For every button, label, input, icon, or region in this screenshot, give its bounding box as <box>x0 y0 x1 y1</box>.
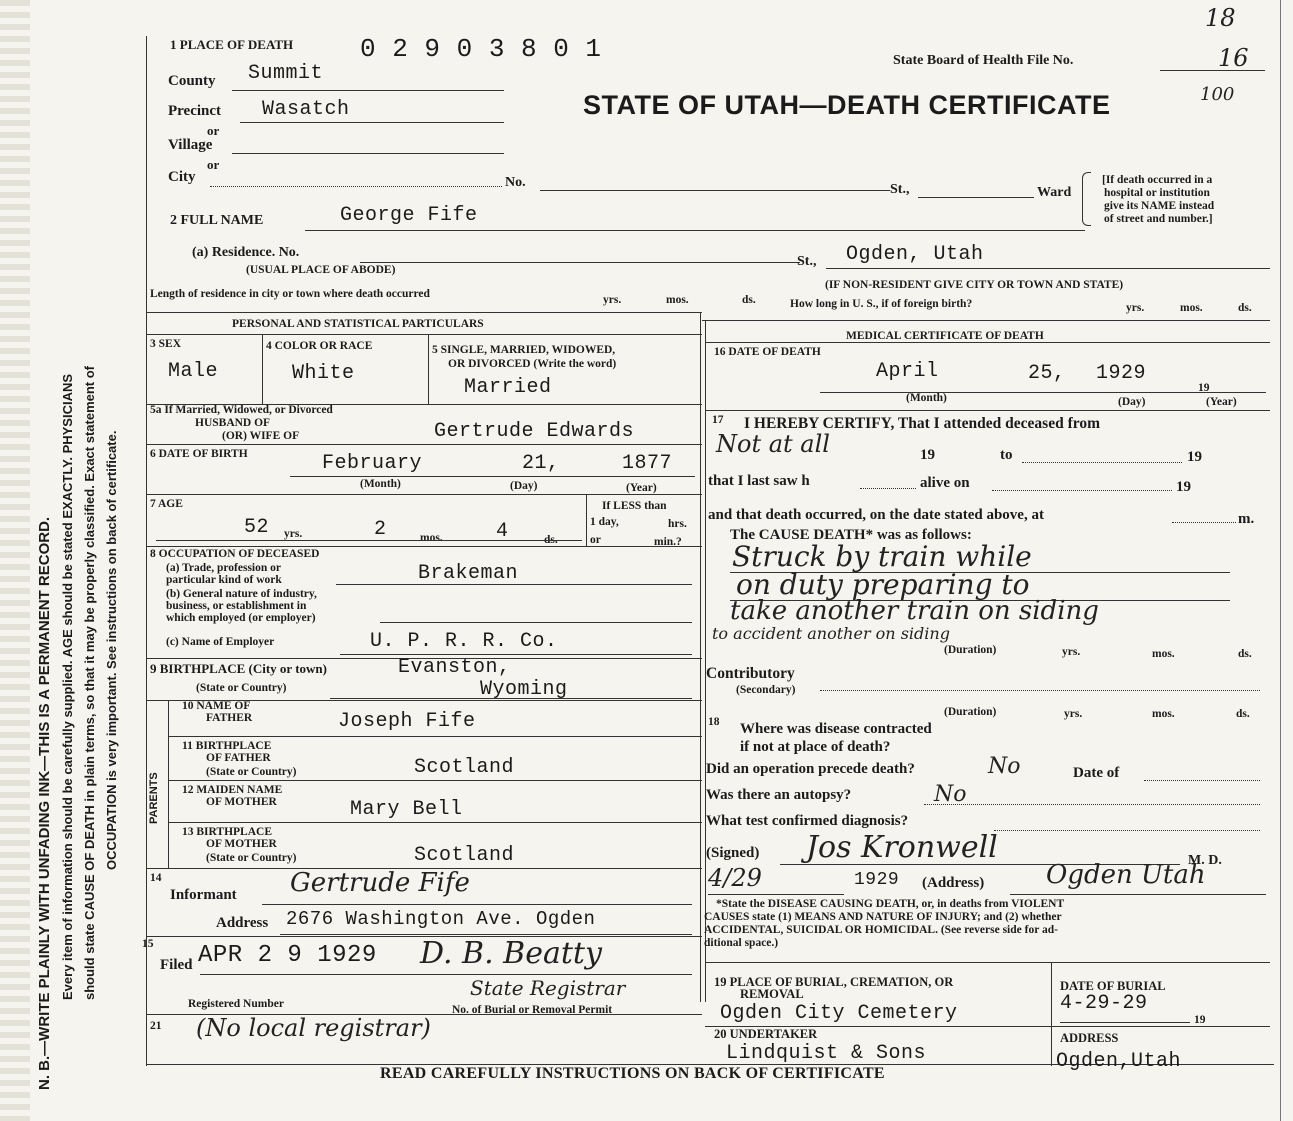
age-line <box>156 540 582 541</box>
hospital-bracket <box>1082 172 1091 226</box>
dob-month-label: (Month) <box>360 478 401 490</box>
less-hrs: hrs. <box>668 518 687 530</box>
informant-value: Gertrude Fife <box>290 868 470 898</box>
father-label-2: FATHER <box>206 712 253 724</box>
informant-line <box>262 904 692 905</box>
or-label-2: or <box>207 157 220 172</box>
age-yrs: 52 <box>244 516 270 539</box>
length-ds: ds. <box>742 294 756 306</box>
file-line <box>1160 70 1265 71</box>
dob-month: February <box>322 452 423 475</box>
no-local-registrar: (No local registrar) <box>196 1014 431 1042</box>
row-line-4 <box>146 546 702 547</box>
row-line-2 <box>146 444 702 445</box>
burial-date-line <box>1060 1022 1190 1023</box>
burial-divider <box>1051 962 1052 1066</box>
undertaker-address: Ogden,Utah <box>1056 1050 1182 1073</box>
hospital-note-4: of street and number.] <box>1104 213 1213 225</box>
dod-line <box>820 392 1266 393</box>
sign-year: 1929 <box>854 870 900 890</box>
dod-19: 19 <box>1198 382 1210 394</box>
color-value: White <box>292 362 355 385</box>
section-top-left <box>146 312 702 313</box>
father-bp-label-2: OF FATHER <box>206 752 271 764</box>
registered-number-label: Registered Number <box>188 998 284 1010</box>
mother-label-1: 12 MAIDEN NAME <box>182 784 283 796</box>
burial-date-value: 4-29-29 <box>1060 992 1148 1015</box>
father-row-line <box>168 736 702 737</box>
note-line-2: CAUSES state (1) MEANS AND NATURE OF INJURY; and (2) whether <box>704 911 1062 923</box>
contrib-mos: mos. <box>1152 708 1175 720</box>
no-label: No. <box>505 175 526 190</box>
margin-line-4: OCCUPATION is very important. See instructions on back of certificate. <box>104 430 119 870</box>
age-ds-label: ds. <box>544 534 558 546</box>
contributory-label: Contributory <box>706 665 795 682</box>
employer-line <box>340 654 692 655</box>
cause-ds: ds. <box>1238 648 1252 660</box>
cause-yrs: yrs. <box>1062 646 1081 658</box>
medical-title-line <box>705 342 1270 343</box>
residence-city-line <box>826 268 1270 269</box>
no-line <box>540 190 890 191</box>
test-label: What test confirmed diagnosis? <box>706 813 909 829</box>
cause-mos: mos. <box>1152 648 1175 660</box>
sign-address-line <box>1010 894 1266 895</box>
certify-19-a: 19 <box>920 447 935 463</box>
length-yrs: yrs. <box>603 294 622 306</box>
undertaker-value: Lindquist & Sons <box>726 1042 927 1065</box>
dob-day: 21, <box>522 452 560 475</box>
dod-year-label: (Year) <box>1206 396 1237 408</box>
city-line <box>210 186 502 187</box>
nonresident-label: (IF NON-RESIDENT GIVE CITY OR TOWN AND STATE) <box>825 279 1124 291</box>
burial-date-19: 19 <box>1194 1014 1206 1026</box>
precinct-line <box>240 122 504 123</box>
m-label: m. <box>1238 511 1255 527</box>
father-value: Joseph Fife <box>338 710 476 733</box>
cause-duration-label: (Duration) <box>944 644 997 656</box>
registrar-signature: D. B. Beatty <box>420 936 602 971</box>
note-line-1: *State the DISEASE CAUSING DEATH, or, in deaths from VIOLENT <box>716 898 1065 910</box>
village-label: Village <box>168 137 213 153</box>
county-value: Summit <box>248 62 324 85</box>
frame-left <box>146 36 147 1066</box>
file-number-upper: 18 <box>1205 4 1236 32</box>
occupation-a2: particular kind of work <box>166 574 282 586</box>
date-of-label: Date of <box>1073 765 1120 781</box>
number-stamp: 0 2 9 0 3 8 0 1 <box>360 34 602 64</box>
employer-label: (c) Name of Employer <box>166 636 275 648</box>
row-line-3 <box>146 494 702 495</box>
autopsy-value: No <box>934 782 967 807</box>
dob-year: 1877 <box>622 452 673 475</box>
parents-label: PARENTS <box>148 772 160 824</box>
occupation-line <box>336 584 692 585</box>
father-bp-row-line <box>168 780 702 781</box>
certify-number: 17 <box>712 414 724 426</box>
dod-year: 1929 <box>1096 362 1147 385</box>
medical-row-line-1 <box>705 410 1270 411</box>
operation-value: No <box>988 754 1021 779</box>
death-occurred: and that death occurred, on the date stated above, at <box>708 507 1044 523</box>
q18-number: 18 <box>708 716 720 728</box>
filed-number: 15 <box>142 938 154 950</box>
address-line <box>280 934 692 935</box>
hospital-note-3: give its NAME instead <box>1104 200 1215 212</box>
burial-place-value: Ogden City Cemetery <box>720 1002 958 1025</box>
sex-value: Male <box>168 360 219 383</box>
occupation-b3: which employed (or employer) <box>166 612 316 624</box>
mother-bp-label-3: (State or Country) <box>206 852 297 864</box>
occupation-a1: (a) Trade, profession or <box>166 562 281 574</box>
hospital-note-1: [If death occurred in a <box>1102 174 1213 186</box>
date-of-line <box>1144 780 1260 781</box>
dod-label: 16 DATE OF DEATH <box>714 346 821 358</box>
dob-day-label: (Day) <box>510 480 538 492</box>
dob-label: 6 DATE OF BIRTH <box>150 448 248 460</box>
cause-line-4: to accident another on siding <box>712 624 950 643</box>
margin-line-1: N. B.—WRITE PLAINLY WITH UNFADING INK—THIS IS A PERMANENT RECORD. <box>36 516 53 1090</box>
burial-place-label-2: REMOVAL <box>740 987 804 1001</box>
less-label-2: 1 day, <box>590 516 619 528</box>
age-ds: 4 <box>496 520 509 543</box>
city-label: City <box>168 169 196 185</box>
certify-to-line <box>1022 462 1182 463</box>
marital-value: Married <box>464 376 552 399</box>
right-edge <box>1280 0 1281 1121</box>
residence-st-label: St., <box>797 254 817 269</box>
length-mos: mos. <box>666 294 689 306</box>
note-line-4: ditional space.) <box>704 937 779 949</box>
less-label-3: or <box>590 534 601 546</box>
cause-label: The CAUSE DEATH* was as follows: <box>730 527 972 543</box>
county-label: County <box>168 73 216 89</box>
father-label-1: 10 NAME OF <box>182 700 251 712</box>
marital-label-1: 5 SINGLE, MARRIED, WIDOWED, <box>432 344 616 356</box>
registrar-label: State Registrar <box>470 976 626 1000</box>
marital-label-2: OR DIVORCED (Write the word) <box>448 358 617 370</box>
st-label: St., <box>890 182 910 197</box>
residence-label: (a) Residence. No. <box>192 245 300 260</box>
address-label: Address <box>216 915 269 931</box>
full-name-value: George Fife <box>340 204 478 227</box>
to-label: to <box>1000 447 1013 463</box>
binding-margin <box>0 0 30 1121</box>
informant-number: 14 <box>150 872 162 884</box>
autopsy-label: Was there an autopsy? <box>706 787 852 803</box>
section-top-right <box>702 320 1270 321</box>
father-bp-label-3: (State or Country) <box>206 766 297 778</box>
sex-label: 3 SEX <box>150 338 181 350</box>
us-mos: mos. <box>1180 302 1203 314</box>
age-yrs-label: yrs. <box>284 528 303 540</box>
alive-on: alive on <box>920 475 970 491</box>
residence-line <box>360 262 800 263</box>
mother-bp-label-2: OF MOTHER <box>206 838 277 850</box>
signed-label: (Signed) <box>706 845 760 861</box>
secondary-label: (Secondary) <box>736 684 796 696</box>
father-bp-label-1: 11 BIRTHPLACE <box>182 740 272 752</box>
autopsy-line <box>924 804 1260 805</box>
spouse-value: Gertrude Edwards <box>434 420 635 443</box>
mother-bp-value: Scotland <box>414 844 515 867</box>
file-note: 100 <box>1200 84 1235 105</box>
birthplace-label: 9 BIRTHPLACE (City or town) <box>150 661 327 676</box>
center-divider <box>700 312 701 1002</box>
contrib-duration-label: (Duration) <box>944 706 997 718</box>
county-line <box>232 90 504 91</box>
filed-line <box>200 974 692 975</box>
st-line <box>918 197 1034 198</box>
dod-day-label: (Day) <box>1118 396 1146 408</box>
hospital-note-2: hospital or institution <box>1104 187 1210 199</box>
not-at-all: Not at all <box>716 430 830 458</box>
contrib-yrs: yrs. <box>1064 708 1083 720</box>
filed-label: Filed <box>160 957 193 973</box>
occupation-b1: (b) General nature of industry, <box>166 588 317 600</box>
parents-divider <box>168 700 169 868</box>
precinct-label: Precinct <box>168 103 222 119</box>
cause-line-1: Struck by train while <box>732 540 1032 573</box>
last-saw: that I last saw h <box>708 473 810 489</box>
ward-label: Ward <box>1037 185 1072 200</box>
death-time-line <box>1172 522 1236 523</box>
employer-value: U. P. R. R. Co. <box>370 630 558 653</box>
birth-state-label: (State or Country) <box>196 682 287 694</box>
undertaker-label: 20 UNDERTAKER <box>714 1027 818 1041</box>
color-label: 4 COLOR OR RACE <box>266 340 373 352</box>
margin-line-3: should state CAUSE OF DEATH in plain terms, so that it may be properly classified. Exact statement of <box>82 365 97 1000</box>
occupation-label: 8 OCCUPATION OF DECEASED <box>150 548 320 560</box>
mother-label-2: OF MOTHER <box>206 796 277 808</box>
us-label: How long in U. S., if of foreign birth? <box>790 298 973 310</box>
sex-divider <box>262 334 263 404</box>
filed-date: APR 2 9 1929 <box>198 942 377 969</box>
abode-label: (USUAL PLACE OF ABODE) <box>246 264 396 276</box>
residence-value: Ogden, Utah <box>846 243 984 266</box>
length-label: Length of residence in city or town where death occurred <box>150 288 430 300</box>
test-line <box>994 830 1260 831</box>
age-divider <box>586 494 587 546</box>
dod-month-label: (Month) <box>906 392 947 404</box>
less-min: min.? <box>654 536 682 548</box>
note-line-3: ACCIDENTAL, SUICIDAL OR HOMICIDAL. (See reverse side for ad- <box>704 924 1058 936</box>
md-label: M. D. <box>1188 853 1222 868</box>
or-label-1: or <box>207 123 220 138</box>
burial-place-label-1: 19 PLACE OF BURIAL, CREMATION, OR <box>714 975 954 989</box>
sign-date-line <box>708 894 844 895</box>
margin-line-2: Every item of information should be carefully supplied. AGE should be stated EXACTLY. PHYSICIANS <box>60 373 75 1000</box>
burial-date-label: DATE OF BURIAL <box>1060 979 1166 993</box>
burial-top-line <box>705 962 1270 963</box>
full-name-label: 2 FULL NAME <box>170 213 264 228</box>
mother-bp-label-1: 13 BIRTHPLACE <box>182 826 273 838</box>
birth-state-line <box>330 698 692 699</box>
file-label: State Board of Health File No. <box>893 53 1074 68</box>
precinct-value: Wasatch <box>262 98 350 121</box>
physician-signature: Jos Kronwell <box>806 830 998 865</box>
last-saw-line <box>860 488 916 489</box>
footer-instructions: READ CAREFULLY INSTRUCTIONS ON BACK OF CERTIFICATE <box>380 1065 885 1082</box>
operation-label: Did an operation precede death? <box>706 761 915 777</box>
center-divider-2 <box>705 320 706 1002</box>
certificate-title: STATE OF UTAH—DEATH CERTIFICATE <box>583 90 1111 120</box>
cause-line-2: on duty preparing to <box>736 568 1030 601</box>
less-label-1: If LESS than <box>602 500 667 512</box>
sign-address: Ogden Utah <box>1046 860 1206 890</box>
alive-19: 19 <box>1176 479 1191 495</box>
personal-title-line <box>146 334 702 335</box>
sign-address-label: (Address) <box>922 875 985 891</box>
color-divider <box>428 334 429 404</box>
dob-line <box>290 476 695 477</box>
industry-line <box>380 622 692 623</box>
mother-value: Mary Bell <box>350 798 463 821</box>
village-line <box>232 153 504 154</box>
birth-city: Evanston, <box>398 656 511 679</box>
place-of-death-label: 1 PLACE OF DEATH <box>170 37 294 52</box>
age-mos-label: mos. <box>420 532 443 544</box>
file-number: 16 <box>1218 44 1249 72</box>
address-value: 2676 Washington Ave. Ogden <box>286 908 596 930</box>
contributory-line <box>820 690 1260 691</box>
father-bp-value: Scotland <box>414 756 515 779</box>
personal-section-title: PERSONAL AND STATISTICAL PARTICULARS <box>232 318 484 330</box>
undertaker-address-label: ADDRESS <box>1060 1031 1119 1045</box>
q18-line-2: if not at place of death? <box>740 739 891 755</box>
cause-line-3: take another train on siding <box>730 596 1099 626</box>
dob-year-label: (Year) <box>626 482 657 494</box>
medical-section-title: MEDICAL CERTIFICATE OF DEATH <box>846 330 1044 342</box>
burial-permit-label: No. of Burial or Removal Permit <box>452 1004 613 1016</box>
us-ds: ds. <box>1238 302 1252 314</box>
contrib-ds: ds. <box>1236 708 1250 720</box>
birth-state: Wyoming <box>480 678 568 701</box>
spouse-label-3: (OR) WIFE OF <box>222 430 300 442</box>
us-yrs: yrs. <box>1126 302 1145 314</box>
certify-text: I HEREBY CERTIFY, That I attended deceased from <box>744 415 1100 432</box>
q18-line-1: Where was disease contracted <box>740 721 932 737</box>
certify-19-b: 19 <box>1187 449 1202 465</box>
mother-row-line <box>168 822 702 823</box>
spouse-label-1: 5a If Married, Widowed, or Divorced <box>150 404 333 416</box>
full-name-line <box>305 230 1085 231</box>
occupation-b2: business, or establishment in <box>166 600 307 612</box>
informant-label: Informant <box>170 887 237 903</box>
alive-on-line <box>992 490 1172 491</box>
number-21: 21 <box>150 1020 162 1032</box>
age-mos: 2 <box>374 518 387 541</box>
sign-date: 4/29 <box>708 864 762 892</box>
dod-day: 25, <box>1028 362 1066 385</box>
age-label: 7 AGE <box>150 498 183 510</box>
occupation-value: Brakeman <box>418 562 519 585</box>
spouse-label-2: HUSBAND OF <box>195 417 271 429</box>
dod-month: April <box>876 360 939 383</box>
